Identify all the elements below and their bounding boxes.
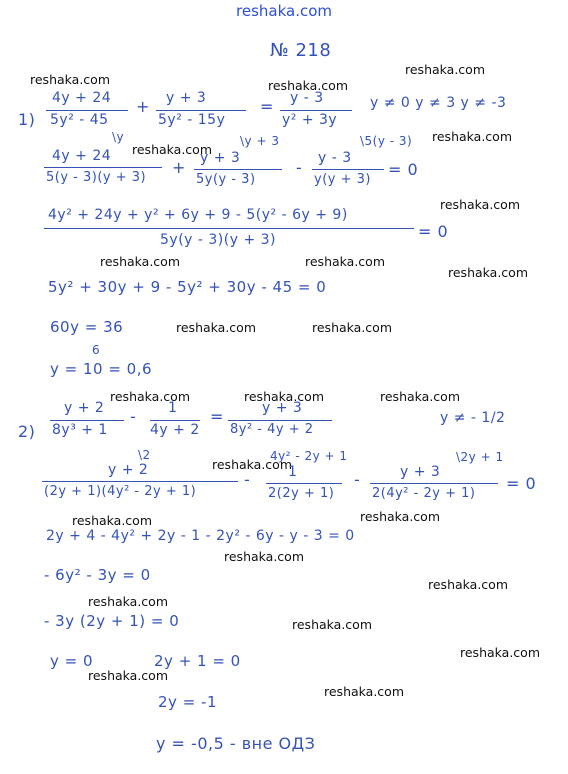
p2-line5: - 3y (2y + 1) = 0 — [44, 612, 180, 630]
p2-line4: - 6y² - 3y = 0 — [44, 566, 151, 584]
problem-number: № 218 — [270, 40, 332, 61]
p1-l2-f2-den: 5y(y - 3) — [196, 172, 256, 187]
watermark: reshaka.com — [460, 645, 540, 660]
p2-line3: 2y + 4 - 4y² + 2y - 1 - 2y² - 6y - y - 3 = 0 — [46, 528, 355, 544]
fraction-bar — [280, 110, 352, 111]
watermark: reshaka.com — [448, 265, 528, 280]
p1-l2-f2-num: y + 3 — [200, 150, 241, 166]
p1-eq-plus: + — [136, 97, 150, 116]
watermark: reshaka.com — [110, 389, 190, 404]
p1-eq-f1-num: 4y + 24 — [52, 90, 112, 106]
p2-eq-f1-num: y + 2 — [64, 400, 105, 416]
p1-eq-f1-den: 5y² - 45 — [50, 112, 109, 128]
watermark: reshaka.com — [132, 142, 212, 157]
fraction-bar — [50, 420, 124, 421]
p2-eq-minus: - — [130, 407, 137, 426]
p1-l3-rhs: = 0 — [418, 222, 449, 241]
p2-l2-f2-den: 2(2y + 1) — [268, 486, 335, 501]
watermark: reshaka.com — [224, 549, 304, 564]
p2-line8: y = -0,5 - вне ОДЗ — [156, 734, 316, 753]
p1-l2-f3-num: y - 3 — [318, 150, 352, 166]
p2-eq-f3-den: 8y² - 4y + 2 — [230, 422, 314, 437]
watermark: reshaka.com — [30, 72, 110, 87]
watermark: reshaka.com — [72, 513, 152, 528]
watermark: reshaka.com — [324, 684, 404, 699]
fraction-bar — [194, 169, 282, 170]
p2-l2-minus1: - — [244, 470, 251, 489]
fraction-bar — [370, 483, 498, 484]
part2-label: 2) — [18, 422, 36, 441]
p1-l3-num: 4y² + 24y + y² + 6y + 9 - 5(y² - 6y + 9) — [48, 207, 348, 223]
watermark: reshaka.com — [212, 457, 292, 472]
p1-eq-f2-den: 5y² - 15y — [158, 112, 226, 128]
p1-l2-mult2: \y + 3 — [240, 134, 280, 148]
watermark: reshaka.com — [100, 254, 180, 269]
p1-l2-f3-den: y(y + 3) — [314, 172, 371, 187]
p2-l2-mult1: \2 — [138, 448, 151, 462]
p1-line5: 60y = 36 — [50, 318, 124, 336]
p2-eq-f3-num: y + 3 — [262, 400, 303, 416]
p2-line6b: 2y + 1 = 0 — [154, 652, 241, 670]
watermark: reshaka.com — [292, 617, 372, 632]
p2-eq-f2-den: 4y + 2 — [150, 422, 200, 438]
p1-eq-f2-num: y + 3 — [166, 90, 207, 106]
watermark: reshaka.com — [440, 197, 520, 212]
watermark: reshaka.com — [428, 577, 508, 592]
p2-line6a: y = 0 — [50, 652, 94, 670]
watermark: reshaka.com — [405, 62, 485, 77]
p1-line4: 5y² + 30y + 9 - 5y² + 30y - 45 = 0 — [48, 278, 327, 296]
watermark: reshaka.com — [88, 668, 168, 683]
p1-l2-f1-num: 4y + 24 — [52, 148, 112, 164]
p1-conditions: y ≠ 0 y ≠ 3 y ≠ -3 — [370, 95, 507, 111]
watermark: reshaka.com — [432, 129, 512, 144]
p2-l2-f1-num: y + 2 — [108, 462, 149, 478]
p2-l2-f3-num: y + 3 — [400, 464, 441, 480]
fraction-bar — [44, 228, 414, 229]
p1-l2-mult1: \y — [112, 130, 125, 144]
p1-l6-crossed: 6 — [92, 343, 101, 357]
p2-l2-f1-den: (2y + 1)(4y² - 2y + 1) — [44, 484, 197, 499]
fraction-bar — [228, 420, 332, 421]
p1-l2-f1-den: 5(y - 3)(y + 3) — [46, 170, 147, 185]
watermark: reshaka.com — [312, 320, 392, 335]
watermark: reshaka.com — [88, 594, 168, 609]
site-header-logo: reshaka.com — [236, 2, 332, 20]
p1-line6: y = 10 = 0,6 — [50, 360, 153, 378]
p2-l2-mult2: 4y² - 2y + 1 — [270, 449, 348, 463]
p1-l2-minus: - — [296, 158, 303, 177]
p1-eq-f3-den: y² + 3y — [282, 112, 338, 128]
p2-eq-f1-den: 8y³ + 1 — [52, 422, 108, 438]
p2-l2-rhs: = 0 — [506, 474, 537, 493]
p2-l2-f2-num: 1 — [288, 464, 298, 480]
p1-eq-f3-num: y - 3 — [290, 90, 324, 106]
part1-label: 1) — [18, 110, 36, 129]
fraction-bar — [42, 481, 238, 482]
fraction-bar — [150, 420, 200, 421]
watermark: reshaka.com — [305, 254, 385, 269]
p1-l2-rhs: = 0 — [388, 160, 419, 179]
p1-l3-den: 5y(y - 3)(y + 3) — [160, 232, 277, 248]
fraction-bar — [266, 483, 342, 484]
fraction-bar — [312, 169, 384, 170]
fraction-bar — [44, 167, 162, 168]
watermark: reshaka.com — [380, 389, 460, 404]
fraction-bar — [46, 110, 128, 111]
p2-eq-f2-num: 1 — [168, 400, 178, 416]
p2-condition: y ≠ - 1/2 — [440, 410, 506, 426]
p2-l2-minus2: - — [354, 470, 361, 489]
p2-l2-mult3: \2y + 1 — [456, 450, 504, 464]
p1-eq-equals: = — [260, 97, 274, 116]
watermark: reshaka.com — [244, 389, 324, 404]
watermark: reshaka.com — [176, 320, 256, 335]
p2-l2-f3-den: 2(4y² - 2y + 1) — [372, 486, 476, 501]
p1-l2-plus: + — [172, 158, 186, 177]
watermark: reshaka.com — [268, 78, 348, 93]
p2-line7: 2y = -1 — [158, 693, 217, 711]
fraction-bar — [156, 110, 246, 111]
watermark: reshaka.com — [360, 509, 440, 524]
p2-eq-equals: = — [210, 407, 224, 426]
p1-l2-mult3: \5(y - 3) — [360, 134, 413, 148]
